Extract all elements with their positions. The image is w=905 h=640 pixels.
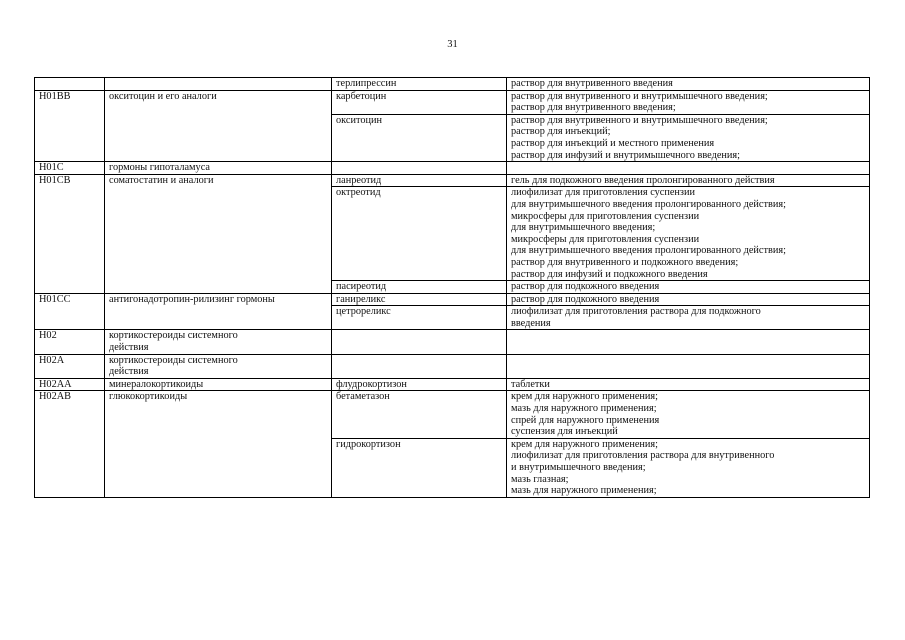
drug-name-cell [332,162,507,175]
group-text: кортикостероиды системного действия [109,330,238,354]
atc-code-cell: H01C [35,162,105,175]
drug-name-cell [332,354,507,378]
dosage-form-cell [507,162,870,175]
dosage-form-line: раствор для внутривенного введения; [511,102,676,114]
dosage-form-line: раствор для внутривенного и внутримышечного введения; [511,90,768,102]
group-cell: антигонадотропин-рилизинг гормоны [105,293,332,330]
table-row [35,78,870,91]
group-text: кортикостероиды системного действия [109,354,238,378]
dosage-form-line: суспензия для инъекций [511,426,618,438]
dosage-form-cell [507,281,870,294]
dosage-form-cell [507,354,870,378]
dosage-form-line: и внутримышечного введения; [511,462,646,473]
drug-name-cell: октреотид [332,187,507,281]
dosage-form-line: для внутримышечного введения; [511,222,656,234]
group-cell: минералокортикоиды [105,378,332,391]
dosage-form-line: мазь для наружного применения; [511,403,657,415]
atc-code-cell [35,78,105,91]
dosage-form-line: раствор для внутривенного и внутримышечного введения; [511,114,768,126]
dosage-form-cell [507,174,870,187]
drug-name-cell: карбетоцин [332,90,507,114]
drug-table-body [35,78,870,498]
group-cell: соматостатин и аналоги [105,174,332,293]
dosage-form-cell [507,114,870,161]
dosage-form-line: раствор для инъекций и местного применения [511,137,715,149]
atc-code-cell: H02A [35,354,105,378]
dosage-form-line: крем для наружного применения; [511,438,659,450]
atc-code-cell: H01CC [35,293,105,330]
drug-name-cell: бетаметазон [332,391,507,438]
dosage-form-line: гель для подкожного введения пролонгированного действия [511,174,775,186]
group-cell: окситоцин и его аналоги [105,90,332,162]
dosage-form-cell [507,78,870,91]
group-cell: глюкокортикоиды [105,391,332,497]
dosage-form-line: микросферы для приготовления суспензии [511,210,700,222]
dosage-form-line: раствор для внутривенного введения [511,78,673,89]
dosage-form-cell [507,187,870,281]
drug-name-cell: терлипрессин [332,78,507,91]
dosage-form-cell [507,90,870,114]
drug-name-cell: флудрокортизон [332,378,507,391]
drug-name-cell: окситоцин [332,114,507,161]
drug-table [34,77,870,498]
drug-name-cell [332,330,507,354]
dosage-form-line: мазь глазная; [511,473,569,485]
dosage-form-cell [507,391,870,438]
dosage-form-line: раствор для внутривенного и подкожного введения; [511,256,739,268]
dosage-form-line: введения [511,317,551,329]
dosage-form-line: таблетки [511,378,550,390]
table-row [35,174,870,187]
dosage-form-line: микросферы для приготовления суспензии [511,233,700,245]
drug-name-cell: гидрокортизон [332,438,507,497]
table-row [35,293,870,306]
dosage-form-line: лиофилизат для приготовления суспензии [511,187,696,199]
table-row [35,391,870,438]
atc-code-cell: H01CB [35,174,105,293]
drug-name-cell: пасиреотид [332,281,507,294]
dosage-form-line: раствор для подкожного введения [511,281,660,293]
atc-code-cell: H02AA [35,378,105,391]
atc-code-cell: H01BB [35,90,105,162]
dosage-form-line: раствор для инфузий и подкожного введения [511,268,708,280]
dosage-form-cell [507,438,870,497]
group-cell [105,330,332,354]
dosage-form-line: лиофилизат для приготовления раствора для внутривенного [511,450,775,462]
dosage-form-line: для внутримышечного введения пролонгированного действия; [511,245,786,257]
dosage-form-cell [507,293,870,306]
dosage-form-line: мазь для наружного применения; [511,485,657,497]
table-row [35,330,870,354]
dosage-form-cell [507,306,870,330]
group-cell: гормоны гипоталамуса [105,162,332,175]
group-cell [105,78,332,91]
table-row [35,354,870,378]
drug-name-cell: цетрореликс [332,306,507,330]
dosage-form-cell [507,330,870,354]
atc-code-cell: H02AB [35,391,105,497]
dosage-form-line: крем для наружного применения; [511,391,659,403]
drug-name-cell: ланреотид [332,174,507,187]
dosage-form-line: для внутримышечного введения пролонгированного действия; [511,198,786,210]
page-number: 31 [447,39,458,50]
atc-code-cell: H02 [35,330,105,354]
table-row [35,90,870,114]
dosage-form-line: лиофилизат для приготовления раствора для подкожного [511,306,761,318]
table-row [35,378,870,391]
dosage-form-line: раствор для подкожного введения [511,293,660,305]
dosage-form-line: раствор для инфузий и внутримышечного введения; [511,149,741,161]
dosage-form-line: спрей для наружного применения [511,414,660,426]
dosage-form-cell [507,378,870,391]
drug-name-cell: ганиреликс [332,293,507,306]
group-cell [105,354,332,378]
dosage-form-line: раствор для инъекций; [511,126,611,138]
table-row [35,162,870,175]
